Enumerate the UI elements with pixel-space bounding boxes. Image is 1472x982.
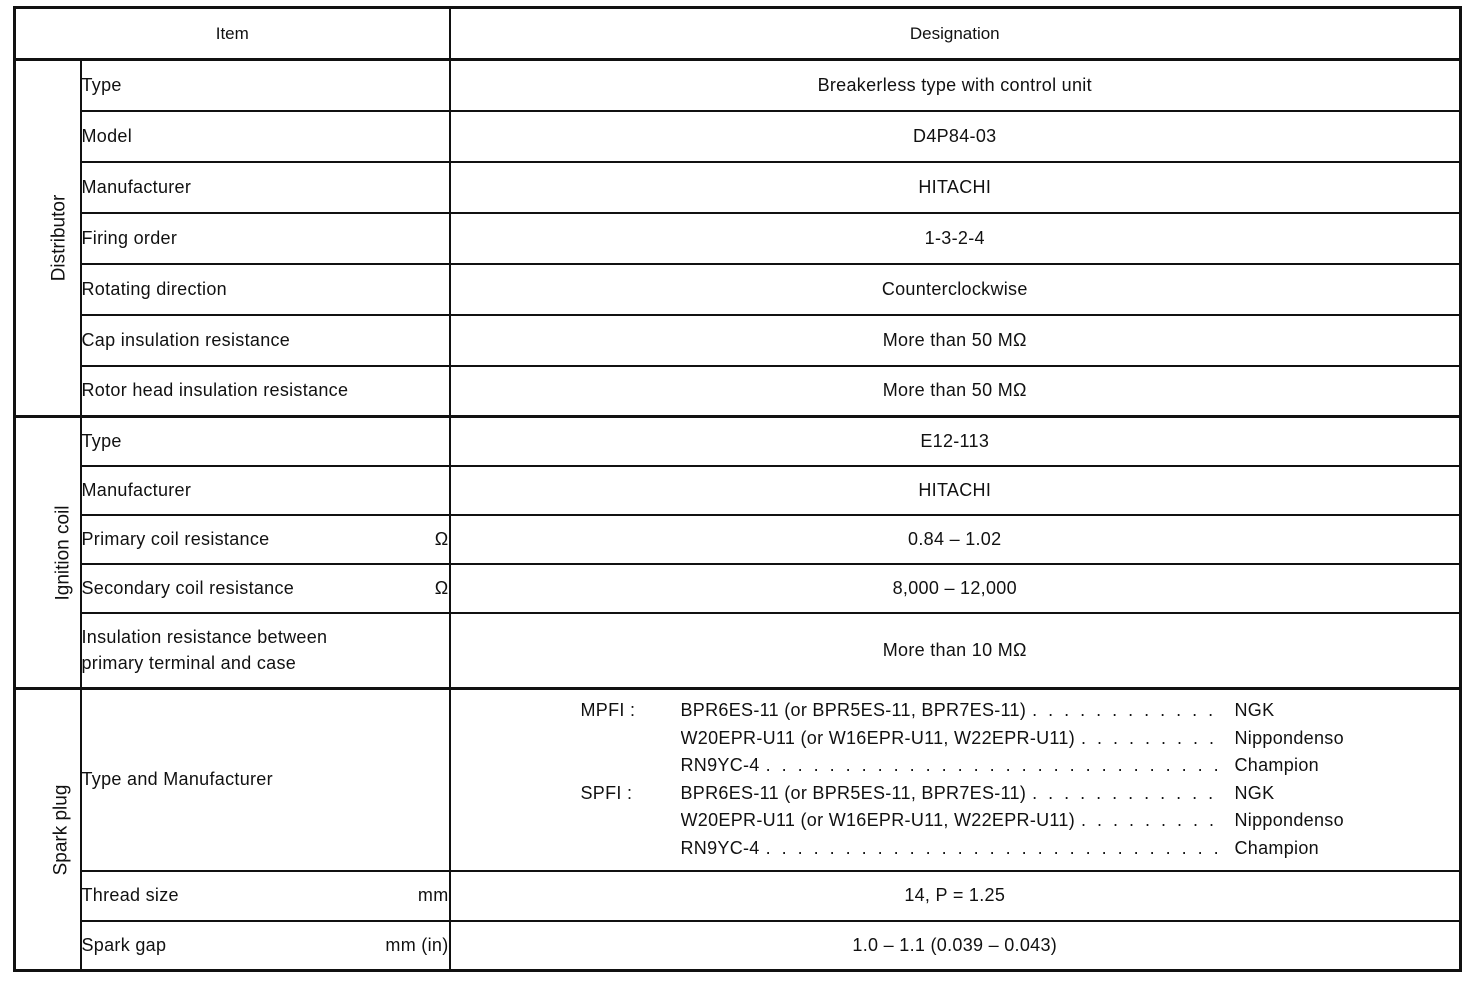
item-cell: Firing order (81, 213, 450, 264)
table-row (15, 417, 1461, 466)
item-header: Item (15, 8, 450, 60)
specification-table (13, 6, 1462, 972)
value-cell (450, 689, 1461, 871)
table-row (15, 60, 1461, 111)
value-cell: HITACHI (450, 162, 1461, 213)
item-cell: Rotating direction (81, 264, 450, 315)
table-row (15, 111, 1461, 162)
table-row (15, 921, 1461, 971)
group-spark-plug (15, 689, 81, 971)
value-cell: 1.0 – 1.1 (0.039 – 0.043) (450, 921, 1461, 971)
table-row (15, 871, 1461, 921)
table-row (15, 564, 1461, 613)
table-row (15, 515, 1461, 564)
designation-header: Designation (450, 8, 1461, 60)
value-cell: 8,000 – 12,000 (450, 564, 1461, 613)
item-cell: Type (81, 60, 450, 111)
value-cell: 1-3-2-4 (450, 213, 1461, 264)
spark-plug-list: MPFI : BPR6ES-11 (or BPR5ES-11, BPR7ES-11) . . . NGK W20EPR-U11 (or W16EPR-U11, W22EPR-U11) . . . Nippondenso RN9YC-4 . . . Champion SPFI : BPR6ES-11 (or BPR5ES-11, BPR7ES-11) . . . NGK W20EPR-U11 (or W16EPR-U11, W22EPR-U11) . . . Nippondenso RN9YC-4 . . . Champion (581, 697, 1361, 862)
group-label: Ignition coil (52, 504, 74, 601)
table-row (15, 264, 1461, 315)
value-cell: D4P84-03 (450, 111, 1461, 162)
table-row (15, 613, 1461, 689)
value-cell: More than 10 MΩ (450, 613, 1461, 689)
item-cell: Rotor head insulation resistance (81, 366, 450, 417)
item-cell: Type (81, 417, 450, 466)
unit-label: mm (417, 885, 449, 905)
item-cell: Model (81, 111, 450, 162)
item-cell: Secondary coil resistance Ω (81, 564, 450, 613)
table-row (15, 689, 1461, 871)
value-cell: More than 50 MΩ (450, 366, 1461, 417)
item-cell: Manufacturer (81, 162, 450, 213)
group-distributor (15, 60, 81, 417)
group-label: Spark plug (50, 784, 72, 875)
unit-label: Ω (434, 528, 449, 549)
item-cell: Type and Manufacturer (81, 689, 450, 871)
value-cell: E12-113 (450, 417, 1461, 466)
value-cell: More than 50 MΩ (450, 315, 1461, 366)
item-cell: Insulation resistance between primary terminal and case (81, 613, 450, 689)
table-row (15, 466, 1461, 515)
table-row (15, 213, 1461, 264)
item-cell: Spark gap mm (in) (81, 921, 450, 971)
table-row (15, 162, 1461, 213)
unit-label: Ω (434, 577, 449, 598)
header-row (15, 8, 1461, 60)
table-row (15, 366, 1461, 417)
item-cell: Primary coil resistance Ω (81, 515, 450, 564)
item-cell: Thread size mm (81, 871, 450, 921)
value-cell: 0.84 – 1.02 (450, 515, 1461, 564)
value-cell: HITACHI (450, 466, 1461, 515)
value-cell: Breakerless type with control unit (450, 60, 1461, 111)
value-cell: Counterclockwise (450, 264, 1461, 315)
unit-label: mm (in) (385, 934, 449, 955)
value-cell: 14, P = 1.25 (450, 871, 1461, 921)
item-cell: Manufacturer (81, 466, 450, 515)
table-row (15, 315, 1461, 366)
group-label: Distributor (48, 194, 70, 282)
item-cell: Cap insulation resistance (81, 315, 450, 366)
group-ignition-coil (15, 417, 81, 689)
